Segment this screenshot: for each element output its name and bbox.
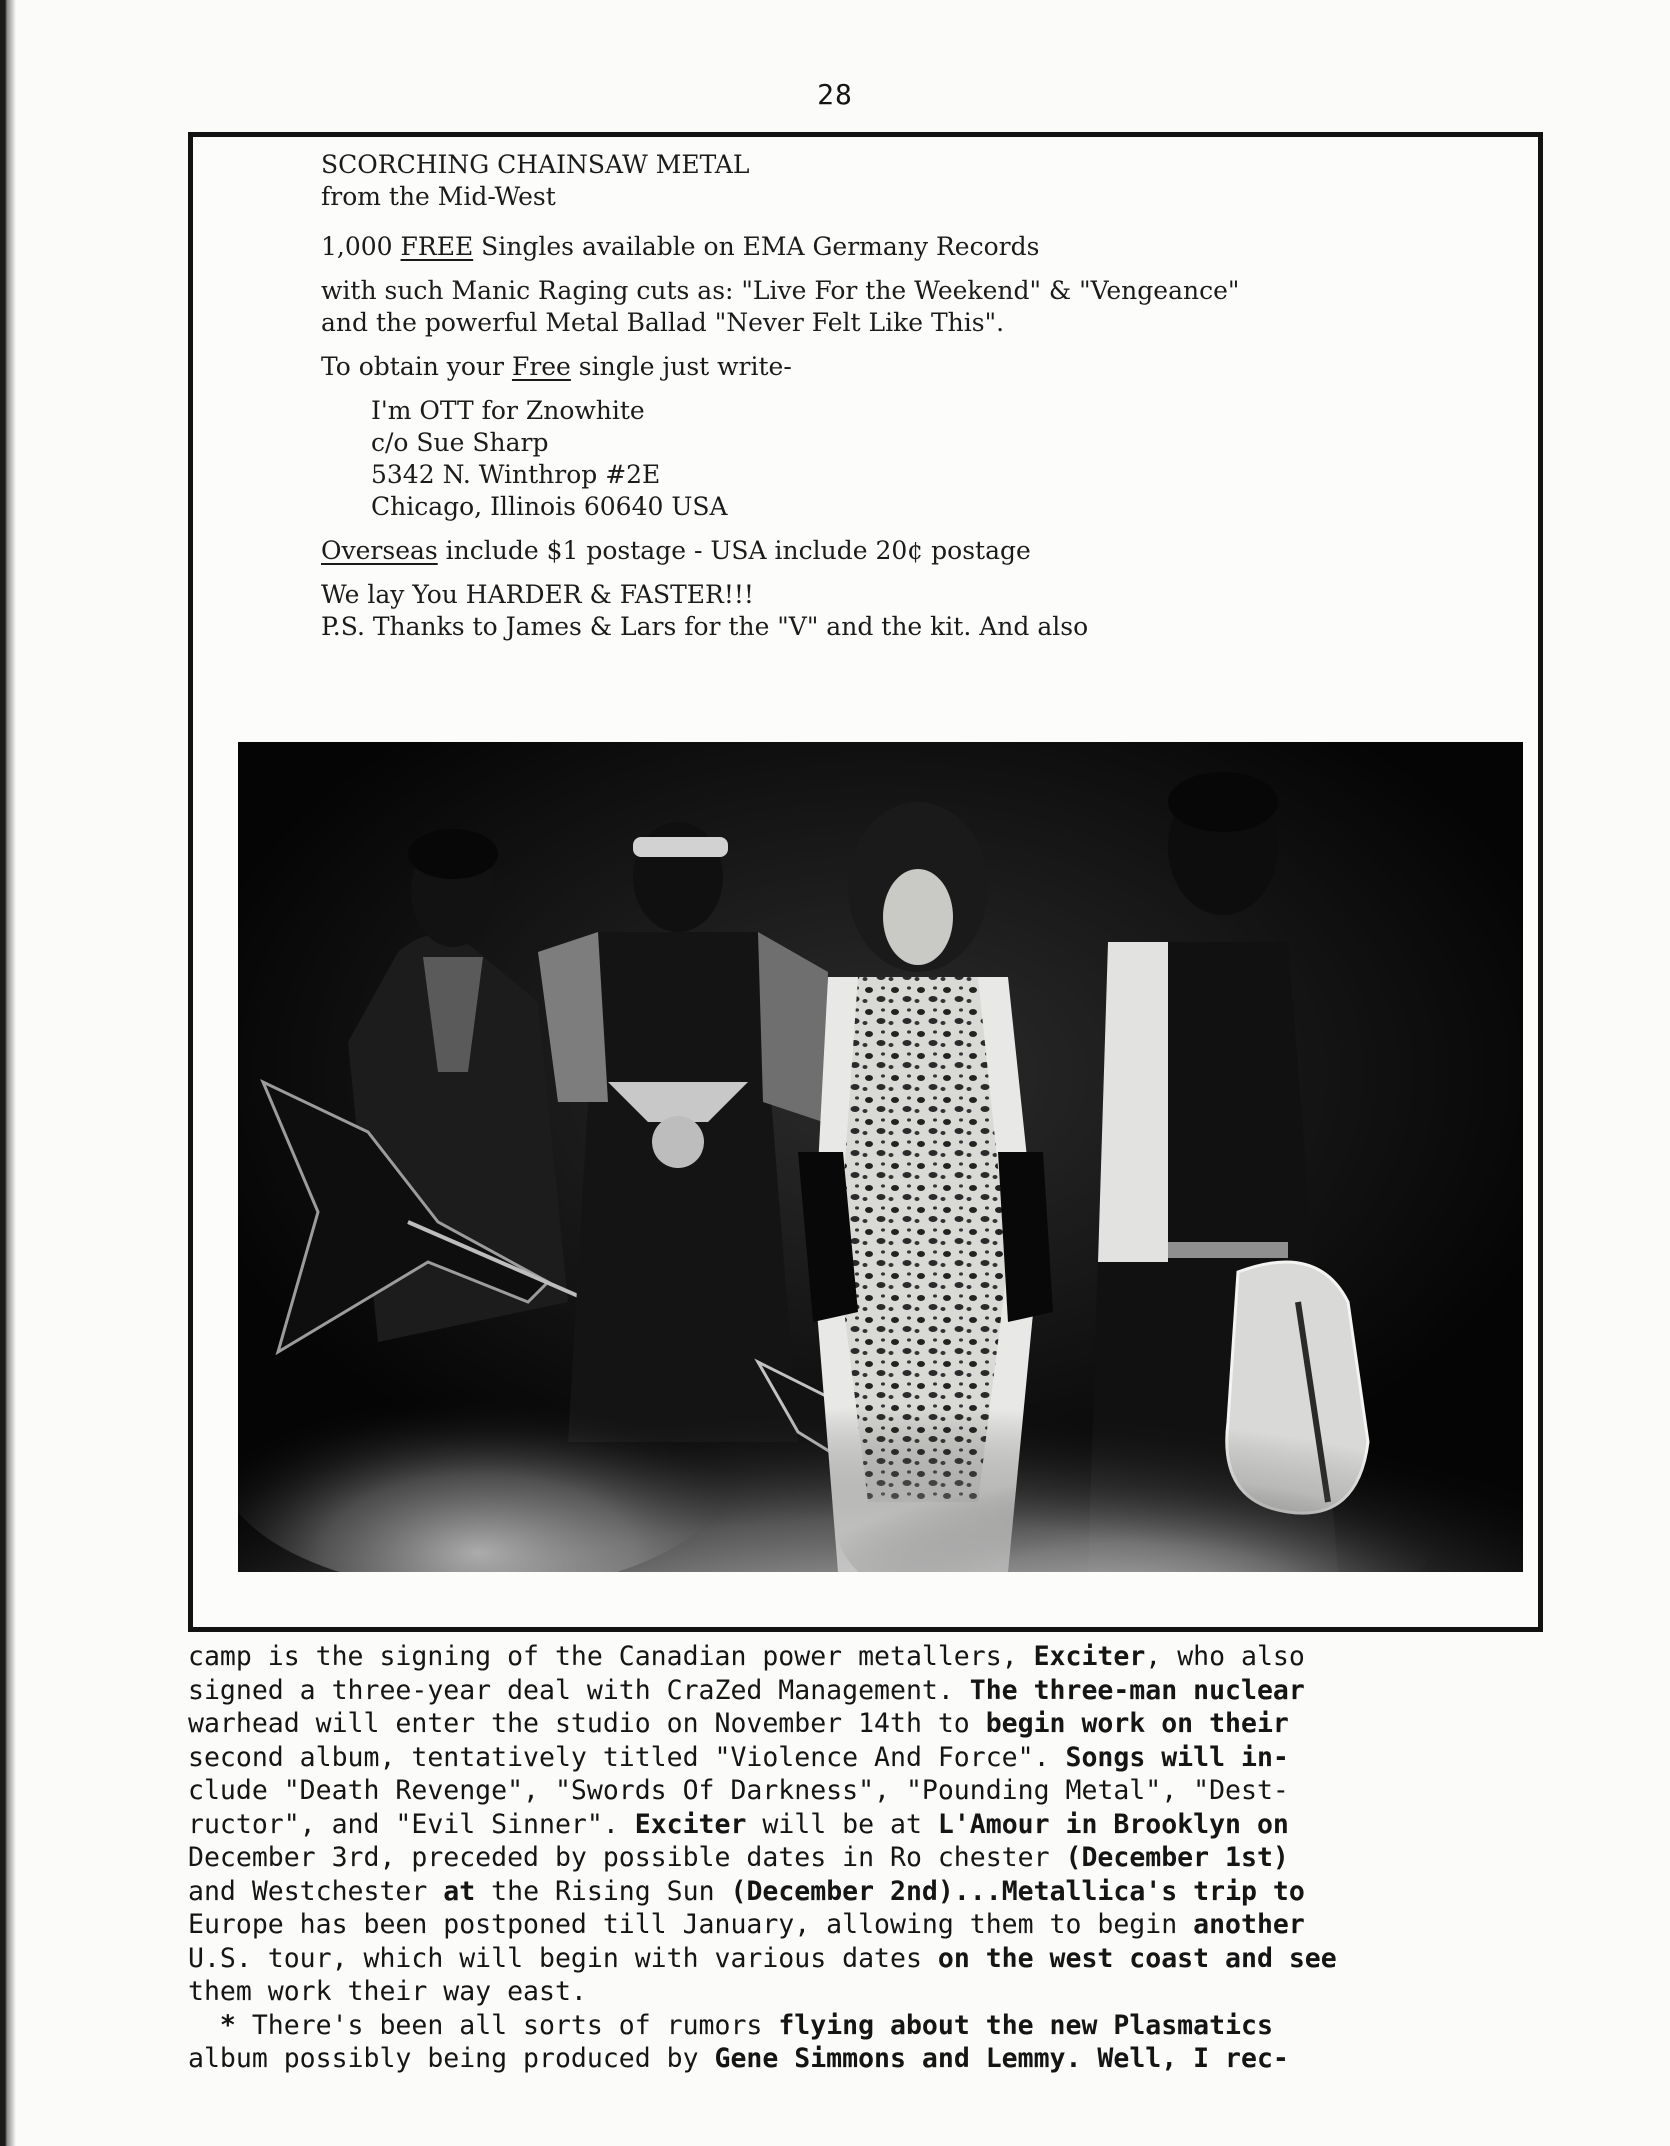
article-run: December 3rd, preceded by possible dates in Ro chester: [188, 1842, 1066, 1873]
article-line: [188, 1741, 1558, 1775]
ad-cuts-line-1: with such Manic Raging cuts as: "Live For the Weekend" & "Vengeance": [321, 276, 1240, 305]
article-bold-run: at: [443, 1875, 476, 1907]
ad-subhead: from the Mid-West: [321, 182, 556, 211]
article-run: signed a three-year deal with CraZed Management.: [188, 1674, 970, 1706]
ad-obtain-suffix: single just write-: [570, 352, 792, 381]
article-line: [188, 1674, 1558, 1708]
ad-slogan: We lay You HARDER & FASTER!!!: [321, 580, 754, 609]
article-line: [188, 1942, 1558, 1976]
article-bold-run: (December 1st): [1065, 1842, 1289, 1873]
ad-offer-prefix: 1,000: [321, 232, 401, 261]
article-bold-run: Exciter: [1033, 1641, 1146, 1672]
ad-headline: SCORCHING CHAINSAW METAL: [321, 150, 750, 179]
article-line: [188, 1808, 1558, 1842]
ad-cuts-line-2: and the powerful Metal Ballad "Never Felt Like This".: [321, 308, 1005, 337]
article-run: will be at: [746, 1808, 938, 1840]
ad-obtain-prefix: To obtain your: [321, 352, 512, 381]
ad-offer-free: FREE: [400, 232, 474, 261]
page-edge-shadow: [0, 0, 16, 2146]
article-line: [188, 2042, 1558, 2076]
article-line: [188, 1707, 1558, 1741]
article-line: [188, 1640, 1558, 1674]
article-bold-run: Gene Simmons and Lemmy. Well, I rec-: [714, 2043, 1289, 2074]
band-photo: [238, 742, 1523, 1572]
ad-obtain-line: [321, 351, 1481, 383]
article-run: warhead will enter the studio on November 14th to: [188, 1708, 986, 1739]
article-line: [188, 1908, 1558, 1942]
ad-obtain-free: Free: [511, 352, 571, 381]
article-line: [188, 1841, 1558, 1875]
ad-copy: [321, 149, 1481, 643]
ad-address-line: c/o Sue Sharp: [371, 428, 549, 457]
article-run: clude "Death Revenge", "Swords Of Darkness", "Pounding Metal", "Dest-: [188, 1775, 1289, 1806]
ad-address-line: 5342 N. Winthrop #2E: [371, 460, 661, 489]
article-bold-run: L'Amour in Brooklyn on: [937, 1808, 1289, 1840]
article-bold-run: Exciter: [634, 1808, 747, 1840]
article-bold-run: The three-man nuclear: [969, 1674, 1305, 1706]
article-text: [188, 1640, 1558, 2076]
article-bold-run: (December 2nd)...Metallica's trip to: [730, 1875, 1305, 1907]
article-line: [188, 1975, 1558, 2009]
ad-postage-rest: include $1 postage - USA include 20¢ postage: [437, 536, 1031, 565]
article-run: U.S. tour, which will begin with various dates: [188, 1942, 938, 1974]
ad-offer-suffix: Singles available on EMA Germany Records: [473, 232, 1040, 261]
article-run: camp is the signing of the Canadian power metallers,: [188, 1641, 1034, 1672]
page-number: 28: [817, 78, 853, 111]
article-bold-run: *: [188, 2009, 252, 2041]
article-bold-run: another: [1193, 1909, 1305, 1940]
article-line: [188, 2009, 1558, 2043]
ad-ps: P.S. Thanks to James & Lars for the "V" and the kit. And also: [321, 612, 1089, 641]
article-run: album possibly being produced by: [188, 2043, 715, 2074]
article-bold-run: on the west coast and see: [937, 1942, 1337, 1974]
ad-address-line: I'm OTT for Znowhite: [371, 396, 645, 425]
ad-offer-line: [321, 231, 1481, 263]
article-run: and Westchester: [188, 1875, 444, 1907]
ad-postage-line: [321, 535, 1481, 567]
advertisement-box: [188, 132, 1543, 1632]
article-bold-run: flying about the new Plasmatics: [778, 2009, 1273, 2041]
article-run: Europe has been postponed till January, allowing them to begin: [188, 1909, 1194, 1940]
article-run: them work their way east.: [188, 1976, 587, 2007]
article-run: the Rising Sun: [475, 1875, 731, 1907]
ad-address-line: Chicago, Illinois 60640 USA: [371, 492, 728, 521]
article-bold-run: Songs will in-: [1065, 1741, 1289, 1773]
article-run: , who also: [1145, 1641, 1305, 1672]
article-line: [188, 1875, 1558, 1909]
article-run: There's been all sorts of rumors: [251, 2009, 779, 2041]
article-bold-run: begin work on their: [985, 1708, 1289, 1739]
ad-postage-overseas: Overseas: [321, 536, 438, 565]
article-run: ructor", and "Evil Sinner".: [188, 1808, 635, 1840]
article-run: second album, tentatively titled "Violence And Force".: [188, 1741, 1066, 1773]
article-line: [188, 1774, 1558, 1808]
